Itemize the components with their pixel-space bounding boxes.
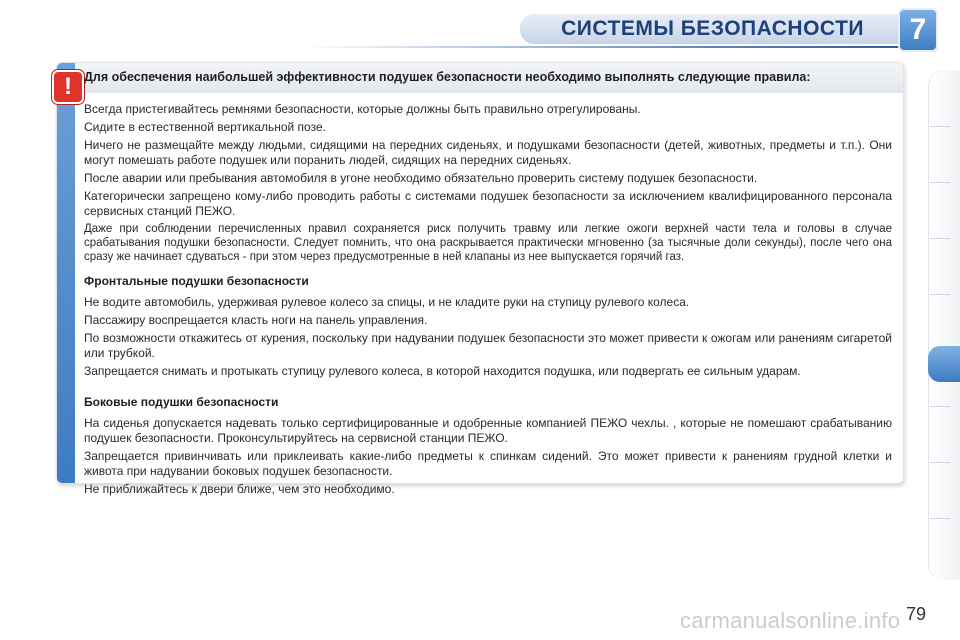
rule-paragraph: Сидите в естественной вертикальной позе. (84, 120, 326, 134)
rule-paragraph: Запрещается привинчивать или приклеивать какие-либо предметы к спинкам сидений. Это может привести к ранениям грудной клетки и живота при надувании боковых подушек безопасности. (84, 449, 892, 478)
page-title: СИСТЕМЫ БЕЗОПАСНОСТИ (561, 17, 864, 40)
watermark: carmanualsonline.info (680, 608, 901, 633)
chapter-tab-divider (930, 294, 950, 295)
rule-paragraph: Всегда пристегивайтесь ремнями безопасности, которые должны быть правильно отрегулированы. (84, 102, 641, 116)
chapter-tab-rail (928, 70, 960, 580)
rule-paragraph: На сиденья допускается надевать только сертифицированные и одобренные компанией ПЕЖО чехлы. , которые не помешают срабатыванию подушек безопасности. Проконсультируйтесь на сервисной станции ПЕЖО. (84, 416, 892, 445)
rule-paragraph: Даже при соблюдении перечисленных правил сохраняется риск получить травму или легкие ожоги верхней части тела и головы в случае срабатывания подушки безопасности. Следует помнить, что она раскрывается практически мгновенно (за тысячные доли секунды), после чего она сразу же начинает сдуваться - при этом через предусмотренные в ней клапаны из нее выпускается горячий газ. (84, 223, 892, 263)
side-airbags-rules (84, 416, 892, 497)
intro-heading: Для обеспечения наибольшей эффективности подушек безопасности необходимо выполнять следующие правила: (84, 70, 811, 84)
rule-paragraph: Ничего не размещайте между людьми, сидящими на передних сиденьях, и подушками безопасности (детей, животных, предметы и т.п.). Они могут помешать работе подушек или поранить людей, сидящих на передних сиденьях. (84, 138, 892, 167)
chapter-tab-divider (930, 462, 950, 463)
chapter-tab-divider (930, 126, 950, 127)
page-header (0, 0, 960, 60)
chapter-tab-divider (930, 238, 950, 239)
chapter-tab-active[interactable] (928, 346, 960, 382)
rule-paragraph: Категорически запрещено кому-либо проводить работы с системами подушек безопасности за исключением квалифицированного персонала сервисных станций ПЕЖО. (84, 189, 892, 218)
chapter-tab-divider (930, 518, 950, 519)
side-airbags-title: Боковые подушки безопасности (84, 395, 279, 409)
rule-paragraph: Не водите автомобиль, удерживая рулевое колесо за спицы, и не кладите руки на ступицу рулевого колеса. (84, 295, 690, 309)
rule-paragraph: Запрещается снимать и протыкать ступицу рулевого колеса, в которой находится подушка, или подвергать ее сильным ударам. (84, 364, 801, 378)
frontal-airbags-title: Фронтальные подушки безопасности (84, 274, 309, 288)
rule-paragraph: Не приближайтесь к двери ближе, чем это необходимо. (84, 482, 395, 496)
page-number: 79 (906, 604, 927, 624)
warning-icon: ! (52, 70, 84, 104)
header-rule (300, 46, 900, 48)
frontal-airbags-rules (84, 295, 892, 379)
chapter-badge: 7 (898, 8, 938, 52)
general-rules (84, 102, 892, 264)
panel-content (84, 68, 892, 500)
rule-paragraph: По возможности откажитесь от курения, поскольку при надувании подушек безопасности это может привести к ожогам или ранениям сигаретой или трубкой. (84, 331, 892, 360)
chapter-tab-divider (930, 406, 950, 407)
panel-accent-stripe (57, 63, 75, 483)
chapter-tab-divider (930, 182, 950, 183)
rule-paragraph: После аварии или пребывания автомобиля в угоне необходимо обязательно проверить систему подушек безопасности. (84, 171, 758, 185)
rule-paragraph: Пассажиру воспрещается класть ноги на панель управления. (84, 313, 428, 327)
